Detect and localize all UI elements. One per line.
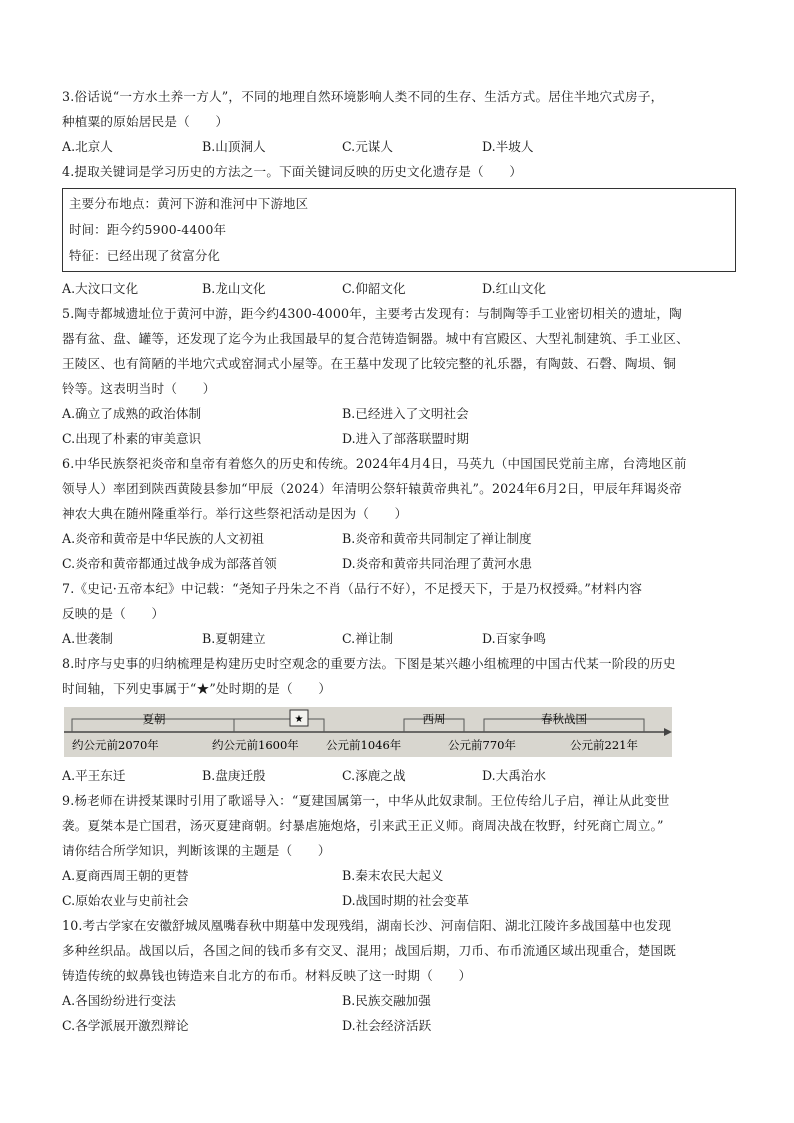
keyword-box [62, 188, 736, 272]
option-d: D.进入了部落联盟时期 [342, 431, 469, 446]
question-stem: 7.《史记·五帝本纪》中记载：“尧知子丹朱之不肖（品行不好），不足授天下，于是乃权授舜。”材料内容 [62, 581, 643, 596]
options [62, 526, 738, 551]
option-b: B.龙山文化 [202, 281, 266, 296]
option-b: B.山顶洞人 [202, 139, 266, 154]
question-3 [62, 84, 738, 159]
question-stem: 时间轴，下列史事属于“★”处时期的是（ ） [62, 681, 332, 696]
date-label: 约公元前1600年 [212, 738, 299, 752]
option-c: C.原始农业与史前社会 [62, 893, 189, 908]
date-label: 约公元前2070年 [72, 738, 159, 752]
question-8 [62, 651, 738, 788]
option-a: A.世袭制 [62, 631, 113, 646]
question-stem: 9.杨老师在讲授某课时引用了歌谣导入：“夏建国属第一，中华从此奴隶制。王位传给儿子启，禅让从此变世 [62, 793, 670, 808]
option-a: A.平王东迁 [62, 768, 126, 783]
period-label: 夏朝 [142, 712, 166, 726]
option-d: D.半坡人 [482, 139, 534, 154]
period-label: 春秋战国 [541, 712, 587, 726]
question-4 [62, 159, 738, 301]
question-stem: 器有盆、盘、罐等，还发现了迄今为止我国最早的复合范铸造铜器。城中有宫殿区、大型礼制建筑、手工业区、 [62, 331, 689, 346]
option-d: D.战国时期的社会变革 [342, 893, 469, 908]
option-b: B.民族交融加强 [342, 993, 431, 1008]
period-label: 西周 [422, 712, 446, 726]
option-c: C.仰韶文化 [342, 281, 406, 296]
option-c: C.出现了朴素的审美意识 [62, 431, 202, 446]
question-stem: 王陵区、也有简陋的半地穴式或窑洞式小屋等。在王墓中发现了比较完整的礼乐器，有陶鼓、石磬、陶埙、铜 [62, 356, 677, 371]
options [62, 551, 738, 576]
question-7 [62, 576, 738, 651]
option-d: D.社会经济活跃 [342, 1018, 432, 1033]
question-stem: 领导人）率团到陕西黄陵县参加“甲辰（2024）年清明公祭轩辕黄帝典礼”。2024年6月2日，甲辰年拜谒炎帝 [62, 481, 682, 496]
option-a: A.炎帝和黄帝是中华民族的人文初祖 [62, 531, 265, 546]
history-timeline [64, 707, 672, 757]
option-b: B.秦末农民大起义 [342, 868, 444, 883]
question-stem: 多种丝织品。战国以后，各国之间的钱币多有交叉、混用；战国后期，刀币、布币流通区域出现重合，楚国既 [62, 943, 677, 958]
option-a: A.确立了成熟的政治体制 [62, 406, 202, 421]
star-icon: ★ [294, 714, 304, 725]
exam-page [62, 84, 738, 1038]
date-label: 公元前221年 [570, 738, 638, 752]
timeline-graphic [64, 707, 672, 757]
options [62, 763, 738, 788]
question-stem: 4.提取关键词是学习历史的方法之一。下面关键词反映的历史文化遗存是（ ） [62, 164, 523, 179]
period-bracket [234, 719, 324, 732]
option-a: A.各国纷纷进行变法 [62, 993, 176, 1008]
option-c: C.炎帝和黄帝都通过战争成为部落首领 [62, 556, 277, 571]
date-label: 公元前1046年 [326, 738, 402, 752]
option-a: A.北京人 [62, 139, 113, 154]
option-b: B.夏朝建立 [202, 631, 266, 646]
options [62, 401, 738, 426]
option-c: C.元谋人 [342, 139, 393, 154]
option-d: D.红山文化 [482, 281, 547, 296]
option-d: D.百家争鸣 [482, 631, 547, 646]
options [62, 426, 738, 451]
keyword-line: 时间：距今约5900-4400年 [69, 222, 227, 237]
question-9 [62, 788, 738, 913]
option-a: A.夏商西周王朝的更替 [62, 868, 189, 883]
options [62, 988, 738, 1013]
question-stem: 5.陶寺都城遗址位于黄河中游，距今约4300-4000年，主要考古发现有：与制陶等手工业密切相关的遗址，陶 [62, 306, 682, 321]
option-c: C.涿鹿之战 [342, 768, 406, 783]
question-10 [62, 913, 738, 1038]
option-c: C.各学派展开激烈辩论 [62, 1018, 189, 1033]
options [62, 276, 738, 301]
question-stem: 3.俗话说“一方水土养一方人”，不同的地理自然环境影响人类不同的生存、生活方式。居住半地穴式房子， [62, 89, 664, 104]
question-stem: 6.中华民族祭祀炎帝和皇帝有着悠久的历史和传统。2024年4月4日，马英九（中国国民党前主席，台湾地区前 [62, 456, 687, 471]
options [62, 863, 738, 888]
option-b: B.已经进入了文明社会 [342, 406, 469, 421]
keyword-line: 主要分布地点：黄河下游和淮河中下游地区 [69, 196, 309, 211]
question-stem: 袭。夏桀本是亡国君，汤灭夏建商朝。纣暴虐施炮烙，引来武王正义师。商周决战在牧野，纣死商亡周立。” [62, 818, 664, 833]
question-stem: 种植粟的原始居民是（ ） [62, 114, 229, 129]
option-b: B.盘庚迁殷 [202, 768, 266, 783]
question-stem: 反映的是（ ） [62, 606, 165, 621]
question-5 [62, 301, 738, 451]
keyword-line: 特征：已经出现了贫富分化 [69, 248, 221, 263]
options [62, 888, 738, 913]
option-c: C.禅让制 [342, 631, 393, 646]
options [62, 1013, 738, 1038]
options [62, 626, 738, 651]
option-a: A.大汶口文化 [62, 281, 139, 296]
date-label: 公元前770年 [448, 738, 516, 752]
question-stem: 请你结合所学知识，判断该课的主题是（ ） [62, 843, 331, 858]
question-stem: 铸造传统的蚁鼻钱也铸造来自北方的布币。材料反映了这一时期（ ） [62, 968, 472, 983]
options [62, 134, 738, 159]
option-b: B.炎帝和黄帝共同制定了禅让制度 [342, 531, 532, 546]
question-stem: 10.考古学家在安徽舒城凤凰嘴春秋中期墓中发现残绢，湖南长沙、河南信阳、湖北江陵许多战国墓中也发现 [62, 918, 672, 933]
timeline-arrow-icon [664, 728, 672, 736]
question-stem: 8.时序与史事的归纳梳理是构建历史时空观念的重要方法。下图是某兴趣小组梳理的中国古代某一阶段的历史 [62, 656, 676, 671]
option-d: D.大禹治水 [482, 768, 547, 783]
option-d: D.炎帝和黄帝共同治理了黄河水患 [342, 556, 532, 571]
question-stem: 铃等。这表明当时（ ） [62, 381, 216, 396]
question-6 [62, 451, 738, 576]
question-stem: 神农大典在随州隆重举行。举行这些祭祀活动是因为（ ） [62, 506, 408, 521]
